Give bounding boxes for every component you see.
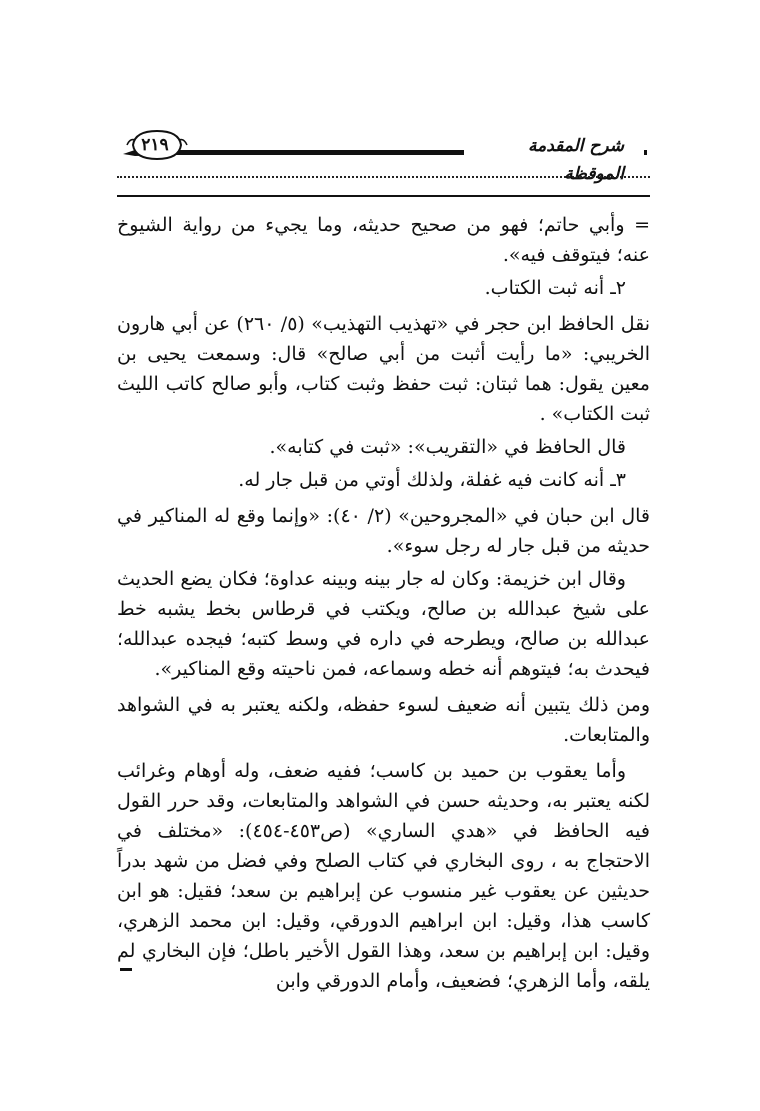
- paragraph-tahdhib-quote: نقل الحافظ ابن حجر في «تهذيب التهذيب» (٥/ ٢٦٠) عن أبي هارون الخريبي: «ما رأيت أثبت من أبي صالح» قال: وسمعت يحيى بن معين يقول: هما ثبتان: ثبت حفظ وثبت كتاب، وأبو صالح كاتب الليث ثبت الكتاب» .: [117, 313, 650, 425]
- header-solid-divider: [117, 195, 650, 197]
- page-number: ٢١٩: [141, 135, 169, 155]
- paragraph-ibn-khuzaymah: وقال ابن خزيمة: وكان له جار بينه وبينه عداوة؛ فكان يضع الحديث على شيخ عبدالله بن صالح، ويكتب في قرطاس بخط يشبه خط عبدالله بن صالح، ويطرحه في داره في وسط كتبه؛ فيجده عبدالله؛ فيحدث به؛ فيتوهم أنه خطه وسماعه، فمن ناحيته وقع المناكير».: [117, 568, 650, 680]
- body-text: [117, 210, 650, 999]
- paragraph-point-2: ٢ـ أنه ثبت الكتاب.: [484, 277, 626, 299]
- paragraph-conclusion: ومن ذلك يتبين أنه ضعيف لسوء حفظه، ولكنه يعتبر به في الشواهد والمتابعات.: [117, 694, 650, 746]
- paragraph-continuation: = وأبي حاتم؛ فهو من صحيح حديثه، وما يجيء من رواية الشيوخ عنه؛ فيتوقف فيه».: [117, 214, 650, 266]
- paragraph-taqrib: قال الحافظ في «التقريب»: «ثبت في كتابه».: [269, 436, 626, 458]
- paragraph-ibn-hibban: قال ابن حبان في «المجروحين» (٢/ ٤٠): «وإنما وقع له المناكير في حديثه من قبل جار له رجل سوء».: [117, 505, 650, 557]
- header-dotted-divider: [117, 176, 650, 178]
- page-header: [115, 128, 650, 184]
- footnote-continuation-mark: [120, 968, 132, 971]
- running-title: شرح المقدمة الموقظة: [464, 132, 644, 160]
- paragraph-yaqub-ibn-kasib: وأما يعقوب بن حميد بن كاسب؛ ففيه ضعف، وله أوهام وغرائب لكنه يعتبر به، وحديثه حسن في الشواهد والمتابعات، وقد حرر القول فيه الحافظ في «هدي الساري» (ص٤٥٣-٤٥٤): «مختلف في الاحتجاج به ، روى البخاري في كتاب الصلح وفي فضل من شهد بدراً حديثين عن يعقوب غير منسوب عن إبراهيم بن سعد؛ فقيل: هو ابن كاسب هذا، وقيل: ابن ابراهيم الدورقي، وقيل: ابن محمد الزهري، وقيل: ابن إبراهيم بن سعد، وهذا القول الأخير باطل؛ فإن البخاري لم يلقه، وأما الزهري؛ فضعيف، وأمام الدورقي وابن: [117, 760, 650, 992]
- paragraph-point-3: ٣ـ أنه كانت فيه غفلة، ولذلك أوتي من قبل جار له.: [238, 469, 626, 491]
